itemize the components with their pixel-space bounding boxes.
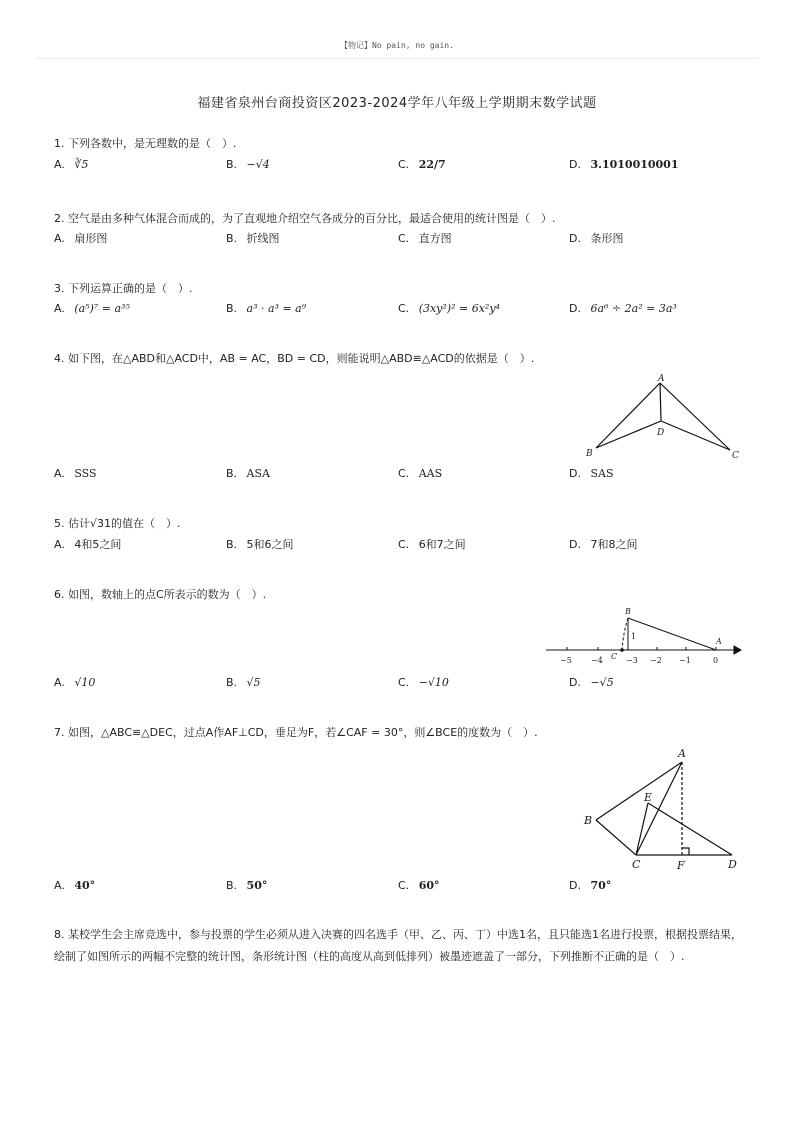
option-letter: B. bbox=[226, 879, 238, 892]
option-text: 6和7之间 bbox=[418, 538, 466, 551]
question-3-stem: 3. 下列运算正确的是（ ）. bbox=[54, 282, 193, 295]
question-1-option-b[interactable] bbox=[226, 158, 270, 172]
option-text: 3.1010010001 bbox=[590, 158, 679, 171]
question-2-option-b[interactable] bbox=[226, 232, 280, 246]
option-letter: D. bbox=[569, 879, 581, 892]
question-5-option-d[interactable] bbox=[569, 538, 637, 552]
option-letter: C. bbox=[398, 879, 410, 892]
label-b: B bbox=[586, 449, 593, 459]
option-letter: A. bbox=[54, 467, 65, 480]
arc-b-to-c bbox=[622, 618, 628, 650]
label-c: C bbox=[732, 451, 739, 461]
label-e: E bbox=[644, 791, 653, 804]
option-letter: D. bbox=[569, 538, 581, 551]
option-text: ASA bbox=[246, 467, 270, 480]
label-c: C bbox=[632, 858, 641, 871]
option-text: 22/7 bbox=[418, 158, 446, 171]
question-7-stem: 7. 如图，△ABC≌△DEC，过点A作AF⊥CD，垂足为F，若∠CAF = 30°，则∠BCE的度数为（ ）. bbox=[54, 726, 538, 739]
option-letter: D. bbox=[569, 467, 581, 480]
option-letter: A. bbox=[54, 879, 65, 892]
option-text: AAS bbox=[418, 467, 443, 480]
question-7-option-b[interactable] bbox=[226, 879, 267, 893]
option-text: 扇形图 bbox=[74, 232, 108, 245]
tick-label: −3 bbox=[626, 656, 638, 665]
option-text: ∛5 bbox=[74, 158, 89, 171]
option-letter: A. bbox=[54, 676, 65, 689]
option-letter: C. bbox=[398, 302, 410, 315]
tick-label: 0 bbox=[713, 656, 719, 665]
question-2-option-c[interactable] bbox=[398, 232, 452, 246]
page-header: 【物记】No pain, no gain. bbox=[340, 41, 454, 50]
question-1-option-c[interactable] bbox=[398, 158, 446, 172]
label-d: D bbox=[657, 428, 665, 438]
question-5-stem: 5. 估计√31的值在（ ）. bbox=[54, 517, 181, 530]
question-7-figure bbox=[580, 744, 740, 874]
option-letter: B. bbox=[226, 676, 238, 689]
question-3-option-b[interactable] bbox=[226, 302, 306, 316]
label-f: F bbox=[677, 859, 685, 872]
question-3-option-d[interactable] bbox=[569, 302, 677, 316]
question-2-option-a[interactable] bbox=[54, 232, 107, 246]
option-text: −√5 bbox=[590, 676, 614, 689]
option-text: 50° bbox=[246, 879, 268, 892]
question-4-option-a[interactable] bbox=[54, 467, 97, 481]
segment-ed bbox=[648, 803, 732, 855]
option-text: √10 bbox=[74, 676, 96, 689]
option-text: SAS bbox=[590, 467, 614, 480]
question-6-option-c[interactable] bbox=[398, 676, 449, 690]
option-letter: C. bbox=[398, 467, 410, 480]
option-letter: C. bbox=[398, 158, 410, 171]
segment-ab bbox=[596, 762, 682, 820]
question-6-option-a[interactable] bbox=[54, 676, 95, 690]
option-text: 直方图 bbox=[418, 232, 452, 245]
option-text: √5 bbox=[246, 676, 261, 689]
option-text: (3xy²)² = 6x²y⁴ bbox=[418, 302, 500, 315]
option-letter: B. bbox=[226, 467, 238, 480]
option-letter: D. bbox=[569, 232, 581, 245]
option-letter: B. bbox=[226, 232, 238, 245]
option-letter: B. bbox=[226, 538, 238, 551]
question-5-option-b[interactable] bbox=[226, 538, 294, 552]
option-letter: A. bbox=[54, 302, 65, 315]
segment-dc bbox=[661, 421, 730, 450]
label-a: A bbox=[716, 637, 722, 646]
option-letter: D. bbox=[569, 676, 581, 689]
page-title: 福建省泉州台商投资区2023-2024学年八年级上学期期末数学试题 bbox=[197, 96, 597, 111]
label-c: C bbox=[611, 652, 618, 661]
question-2-option-d[interactable] bbox=[569, 232, 623, 246]
question-3-option-a[interactable] bbox=[54, 302, 130, 316]
option-text: 条形图 bbox=[590, 232, 624, 245]
option-text: 6a⁶ ÷ 2a² = 3a³ bbox=[590, 302, 677, 315]
option-letter: A. bbox=[54, 538, 65, 551]
option-text: −√10 bbox=[418, 676, 449, 689]
segment-ba bbox=[628, 618, 716, 650]
option-letter: C. bbox=[398, 232, 410, 245]
option-letter: B. bbox=[226, 302, 238, 315]
question-6-stem: 6. 如图，数轴上的点C所表示的数为（ ）. bbox=[54, 588, 267, 601]
option-letter: D. bbox=[569, 158, 581, 171]
segment-ec bbox=[636, 803, 648, 855]
tick-label: −4 bbox=[591, 656, 603, 665]
label-b: B bbox=[625, 607, 631, 616]
label-d: D bbox=[728, 858, 737, 871]
option-letter: A. bbox=[54, 158, 65, 171]
point-c bbox=[620, 648, 624, 652]
question-1-stem: 1. 下列各数中，是无理数的是（ ）. bbox=[54, 137, 237, 150]
question-4-option-c[interactable] bbox=[398, 467, 442, 481]
tick-label: −5 bbox=[560, 656, 572, 665]
option-text: (a⁵)⁷ = a³⁵ bbox=[74, 302, 130, 315]
label-a: A bbox=[678, 747, 686, 760]
option-text: a³ · a³ = a⁹ bbox=[246, 302, 307, 315]
option-text: 4和5之间 bbox=[74, 538, 122, 551]
option-letter: C. bbox=[398, 538, 410, 551]
option-letter: B. bbox=[226, 158, 238, 171]
option-letter: A. bbox=[54, 232, 65, 245]
header-divider bbox=[36, 58, 758, 59]
label-one: 1 bbox=[631, 632, 637, 641]
option-text: SSS bbox=[74, 467, 97, 480]
option-text: 40° bbox=[74, 879, 96, 892]
segment-ac bbox=[660, 383, 730, 450]
segment-ad bbox=[660, 383, 661, 421]
option-text: 5和6之间 bbox=[246, 538, 294, 551]
question-7-option-d[interactable] bbox=[569, 879, 611, 893]
option-text: 折线图 bbox=[246, 232, 280, 245]
question-7-option-a[interactable] bbox=[54, 879, 95, 893]
question-2-stem: 2. 空气是由多种气体混合而成的，为了直观地介绍空气各成分的百分比，最适合使用的统计图是（ ）. bbox=[54, 212, 556, 225]
question-3-option-c[interactable] bbox=[398, 302, 500, 316]
option-letter: C. bbox=[398, 676, 410, 689]
tick-label: −1 bbox=[679, 656, 691, 665]
segment-bd bbox=[596, 421, 661, 448]
right-angle-mark bbox=[682, 848, 689, 855]
segment-bc bbox=[596, 820, 636, 855]
question-4-option-d[interactable] bbox=[569, 467, 613, 481]
label-b: B bbox=[584, 814, 593, 827]
question-5-option-a[interactable] bbox=[54, 538, 121, 552]
option-text: 60° bbox=[418, 879, 440, 892]
question-8-stem: 8. 某校学生会主席竞选中，参与投票的学生必须从进入决赛的四名选手（甲、乙、丙、丁）中选1名，且只能选1名进行投票，根据投票结果，绘制了如图所示的两幅不完整的统计图，条形统计图（柱的高度从高到低排列）被墨迹遮盖了一部分，下列推断不正确的是（ ）. bbox=[54, 928, 742, 963]
question-4-option-b[interactable] bbox=[226, 467, 270, 481]
question-1-option-a[interactable] bbox=[54, 158, 88, 172]
segment-ac bbox=[636, 762, 682, 855]
question-6-option-d[interactable] bbox=[569, 676, 614, 690]
option-letter: D. bbox=[569, 302, 581, 315]
label-a: A bbox=[658, 374, 665, 384]
segment-ab bbox=[596, 383, 660, 448]
option-text: 7和8之间 bbox=[590, 538, 638, 551]
question-7-option-c[interactable] bbox=[398, 879, 440, 893]
question-4-stem: 4. 如下图，在△ABD和△ACD中，AB = AC，BD = CD，则能说明△ABD≌△ACD的依据是（ ）. bbox=[54, 352, 535, 365]
question-6-number-line-figure bbox=[540, 602, 745, 666]
option-text: −√4 bbox=[246, 158, 270, 171]
question-6-option-b[interactable] bbox=[226, 676, 261, 690]
question-1-option-d[interactable] bbox=[569, 158, 679, 172]
question-4-figure bbox=[580, 372, 745, 464]
question-5-option-c[interactable] bbox=[398, 538, 466, 552]
tick-label: −2 bbox=[650, 656, 662, 665]
option-text: 70° bbox=[590, 879, 612, 892]
axis-arrow bbox=[734, 646, 741, 654]
